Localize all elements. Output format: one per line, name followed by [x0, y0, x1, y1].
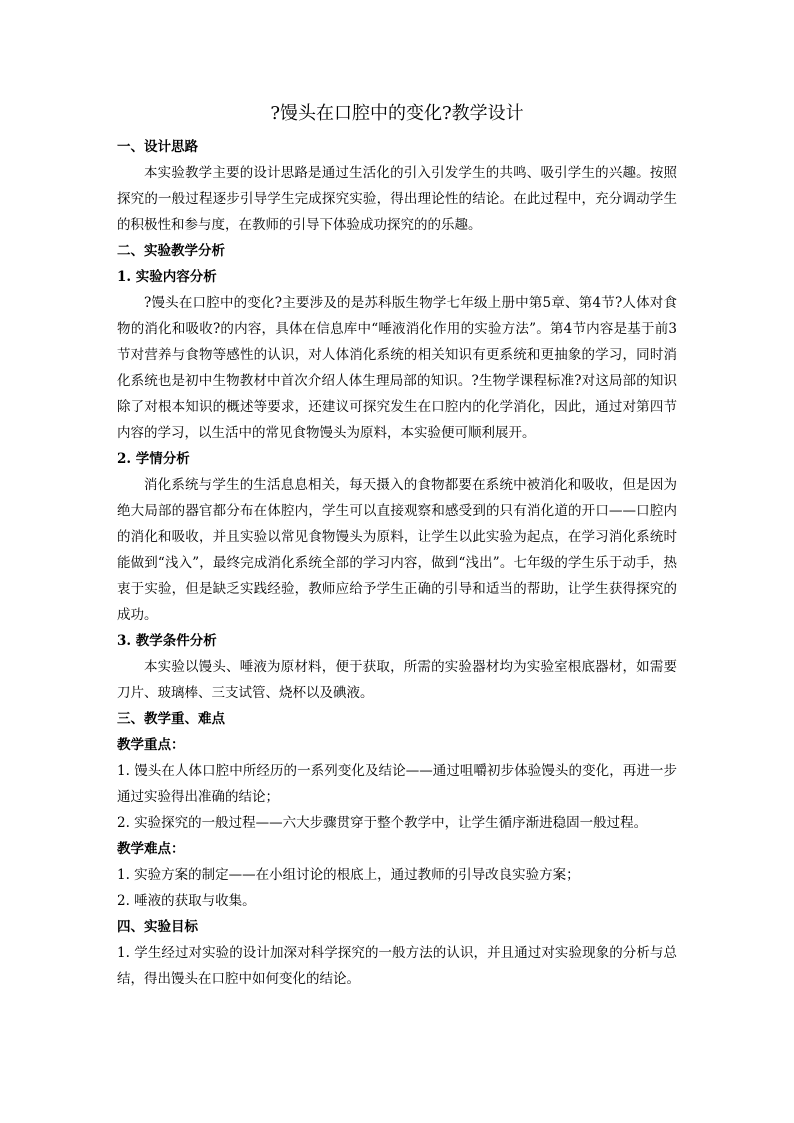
list-item: 1. 馒头在人体口腔中所经历的一系列变化及结论——通过咀嚼初步体验馒头的变化，再进一步通过实验得出准确的结论；	[117, 763, 677, 805]
paragraph-conditions-analysis: 本实验以馒头、唾液为原材料，便于获取，所需的实验器材均为实验室根底器材，如需要刀片、玻璃棒、三支试管、烧杯以及碘液。	[117, 659, 677, 701]
document-page	[117, 100, 677, 992]
subheading-content-analysis: 1. 实验内容分析	[117, 269, 217, 285]
list-item: 1. 学生经过对实验的设计加深对科学探究的一般方法的认识，并且通过对实验现象的分析与总结，得出馒头在口腔中如何变化的结论。	[117, 945, 677, 987]
paragraph-content-analysis: ?馒头在口腔中的变化?主要涉及的是苏科版生物学七年级上册中第5章、第4节?人体对食物的消化和吸收?的内容，具体在信息库中“唾液消化作用的实验方法”。第4节内容是基于前3节对营养与食物等感性的认识，对人体消化系统的相关知识有更系统和更抽象的学习，同时消化系统也是初中生物教材中首次介绍人体生理局部的知识。?生物学课程标准?对这局部的知识除了对根本知识的概述等要求，还建议可探究发生在口腔内的化学消化，因此，通过对第四节内容的学习，以生活中的常见食物馒头为原料，本实验便可顺利展开。	[117, 295, 677, 441]
section-heading-key-points: 三、教学重、难点	[117, 711, 225, 727]
subheading-difficulties: 教学难点：	[117, 841, 185, 857]
paragraph-design-idea: 本实验教学主要的设计思路是通过生活化的引入引发学生的共鸣、吸引学生的兴趣。按照探究的一般过程逐步引导学生完成探究实验，得出理论性的结论。在此过程中，充分调动学生的积极性和参与度，在教师的引导下体验成功探究的的乐趣。	[117, 165, 677, 233]
list-item: 2. 唾液的获取与收集。	[117, 893, 256, 909]
document-title: ?馒头在口腔中的变化?教学设计	[270, 103, 524, 124]
paragraph-student-analysis: 消化系统与学生的生活息息相关，每天摄入的食物都要在系统中被消化和吸收，但是因为绝大局部的器官都分布在体腔内，学生可以直接观察和感受到的只有消化道的开口——口腔内的消化和吸收，并且实验以常见食物馒头为原料，让学生以此实验为起点，在学习消化系统时能做到“浅入”，最终完成消化系统全部的学习内容，做到“浅出”。七年级的学生乐于动手，热衷于实验，但是缺乏实践经验，教师应给予学生正确的引导和适当的帮助，让学生获得探究的成功。	[117, 477, 677, 623]
subheading-conditions-analysis: 3. 教学条件分析	[117, 633, 217, 649]
list-item: 2. 实验探究的一般过程——六大步骤贯穿于整个教学中，让学生循序渐进稳固一般过程。	[117, 815, 648, 831]
subheading-student-analysis: 2. 学情分析	[117, 451, 190, 467]
section-heading-design-idea: 一、设计思路	[117, 139, 198, 155]
list-item: 1. 实验方案的制定——在小组讨论的根底上，通过教师的引导改良实验方案；	[117, 867, 580, 883]
section-heading-objectives: 四、实验目标	[117, 919, 198, 935]
section-heading-analysis: 二、实验教学分析	[117, 243, 225, 259]
subheading-key-points: 教学重点：	[117, 737, 185, 753]
